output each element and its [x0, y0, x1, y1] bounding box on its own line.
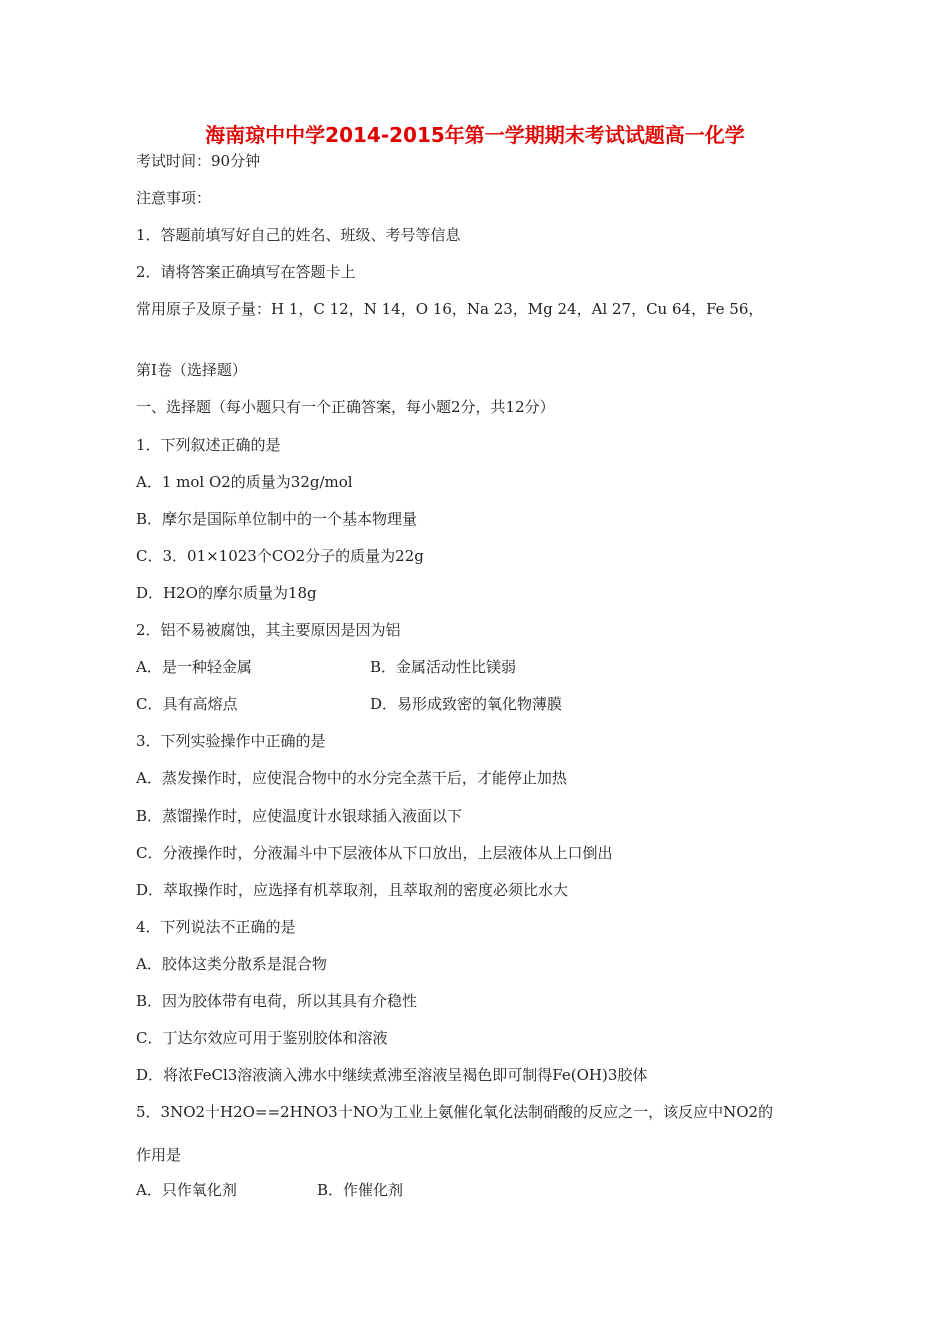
q5-stem: 5．3NO2十H2O==2HNO3十NO为工业上氨催化氧化法制硝酸的反应之一，该反应中NO2的 [136, 1103, 774, 1121]
q3-option-a: A．蒸发操作时，应使混合物中的水分完全蒸干后，才能停止加热 [136, 769, 567, 787]
q2-option-c: C．具有高熔点 [136, 695, 238, 713]
note-1: 1．答题前填写好自己的姓名、班级、考号等信息 [136, 226, 461, 244]
atomic-masses: 常用原子及原子量：H 1，C 12，N 14，O 16，Na 23，Mg 24，Al 27，Cu 64，Fe 56， [136, 300, 764, 318]
q4-option-a: A．胶体这类分散系是混合物 [136, 955, 327, 973]
q3-option-d: D．萃取操作时，应选择有机萃取剂，且萃取剂的密度必须比水大 [136, 881, 569, 899]
q1-option-b: B．摩尔是国际单位制中的一个基本物理量 [136, 510, 418, 528]
q1-stem: 1．下列叙述正确的是 [136, 436, 281, 454]
q5-option-a: A．只作氧化剂 [136, 1181, 237, 1199]
q1-option-c: C．3．01×1023个CO2分子的质量为22g [136, 547, 424, 565]
q3-option-b: B．蒸馏操作时，应使温度计水银球插入液面以下 [136, 807, 463, 825]
document-title: 海南琼中中学2014-2015年第一学期期末考试试题高一化学 [205, 123, 745, 147]
q2-option-d: D．易形成致密的氧化物薄膜 [370, 695, 563, 713]
q1-option-d: D．H2O的摩尔质量为18g [136, 584, 317, 602]
q3-stem: 3．下列实验操作中正确的是 [136, 732, 326, 750]
q4-option-b: B．因为胶体带有电荷，所以其具有介稳性 [136, 992, 418, 1010]
volume-heading: 第I卷（选择题） [136, 361, 247, 379]
q2-stem: 2．铝不易被腐蚀，其主要原因是因为铝 [136, 621, 401, 639]
q2-option-b: B．金属活动性比镁弱 [370, 658, 517, 676]
q1-option-a: A．1 mol O2的质量为32g/mol [136, 473, 353, 491]
q4-stem: 4．下列说法不正确的是 [136, 918, 296, 936]
notes-heading: 注意事项： [136, 189, 212, 207]
q5-option-b: B．作催化剂 [317, 1181, 404, 1199]
q2-option-a: A．是一种轻金属 [136, 658, 252, 676]
note-2: 2．请将答案正确填写在答题卡上 [136, 263, 356, 281]
q3-option-c: C．分液操作时，分液漏斗中下层液体从下口放出，上层液体从上口倒出 [136, 844, 613, 862]
q4-option-d: D．将浓FeCl3溶液滴入沸水中继续煮沸至溶液呈褐色即可制得Fe(OH)3胶体 [136, 1066, 648, 1084]
exam-time: 考试时间：90分钟 [136, 152, 261, 170]
q5-stem-continued: 作用是 [136, 1146, 182, 1164]
part-heading: 一、选择题（每小题只有一个正确答案，每小题2分，共12分） [136, 398, 555, 416]
q4-option-c: C．丁达尔效应可用于鉴别胶体和溶液 [136, 1029, 388, 1047]
